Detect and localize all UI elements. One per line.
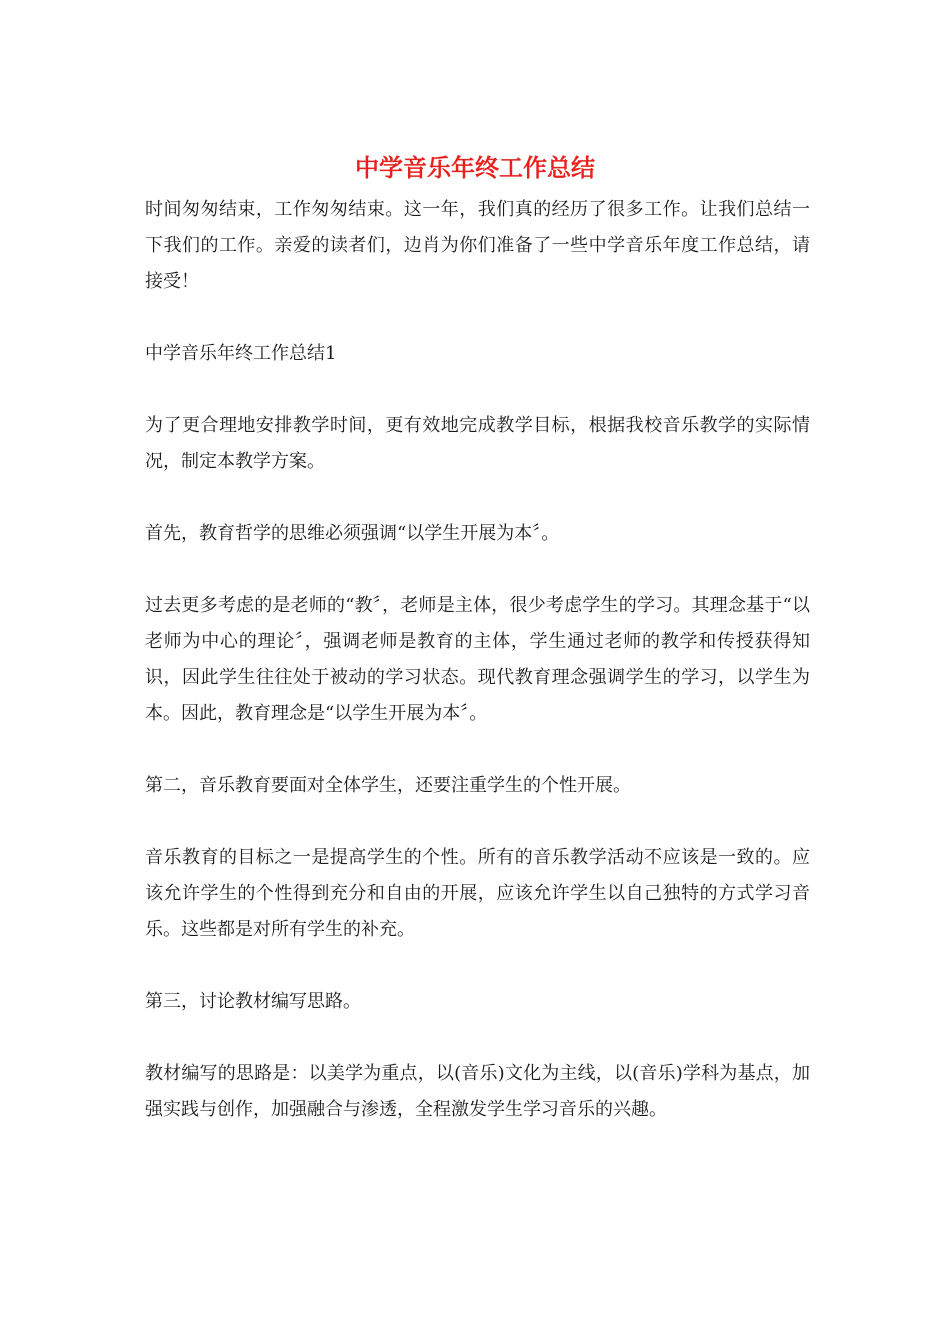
paragraph: 教材编写的思路是：以美学为重点，以(音乐)文化为主线，以(音乐)学科为基点，加强实践与创作，加强融合与渗透，全程激发学生学习音乐的兴趣。 [145, 1063, 810, 1120]
paragraph: 音乐教育的目标之一是提高学生的个性。所有的音乐教学活动不应该是一致的。应该允许学生的个性得到充分和自由的开展，应该允许学生以自己独特的方式学习音乐。这些都是对所有学生的补充。 [145, 847, 810, 940]
paragraph: 为了更合理地安排教学时间，更有效地完成教学目标，根据我校音乐教学的实际情况，制定本教学方案。 [145, 415, 810, 472]
document-title: 中学音乐年终工作总结 [355, 153, 595, 182]
paragraph: 首先，教育哲学的思维必须强调“以学生开展为本〞。 [145, 523, 560, 544]
section-heading: 中学音乐年终工作总结1 [145, 343, 337, 364]
paragraph-intro: 时间匆匆结束，工作匆匆结束。这一年，我们真的经历了很多工作。让我们总结一下我们的工作。亲爱的读者们，边肖为你们准备了一些中学音乐年度工作总结，请接受！ [145, 199, 810, 292]
paragraph: 第三，讨论教材编写思路。 [145, 991, 361, 1012]
paragraph: 第二，音乐教育要面对全体学生，还要注重学生的个性开展。 [145, 775, 631, 796]
document-body [145, 192, 810, 1164]
paragraph: 过去更多考虑的是老师的“教〞，老师是主体，很少考虑学生的学习。其理念基于“以老师为中心的理论〞，强调老师是教育的主体，学生通过老师的教学和传授获得知识，因此学生往往处于被动的学习状态。现代教育理念强调学生的学习，以学生为本。因此，教育理念是“以学生开展为本〞。 [145, 595, 810, 724]
